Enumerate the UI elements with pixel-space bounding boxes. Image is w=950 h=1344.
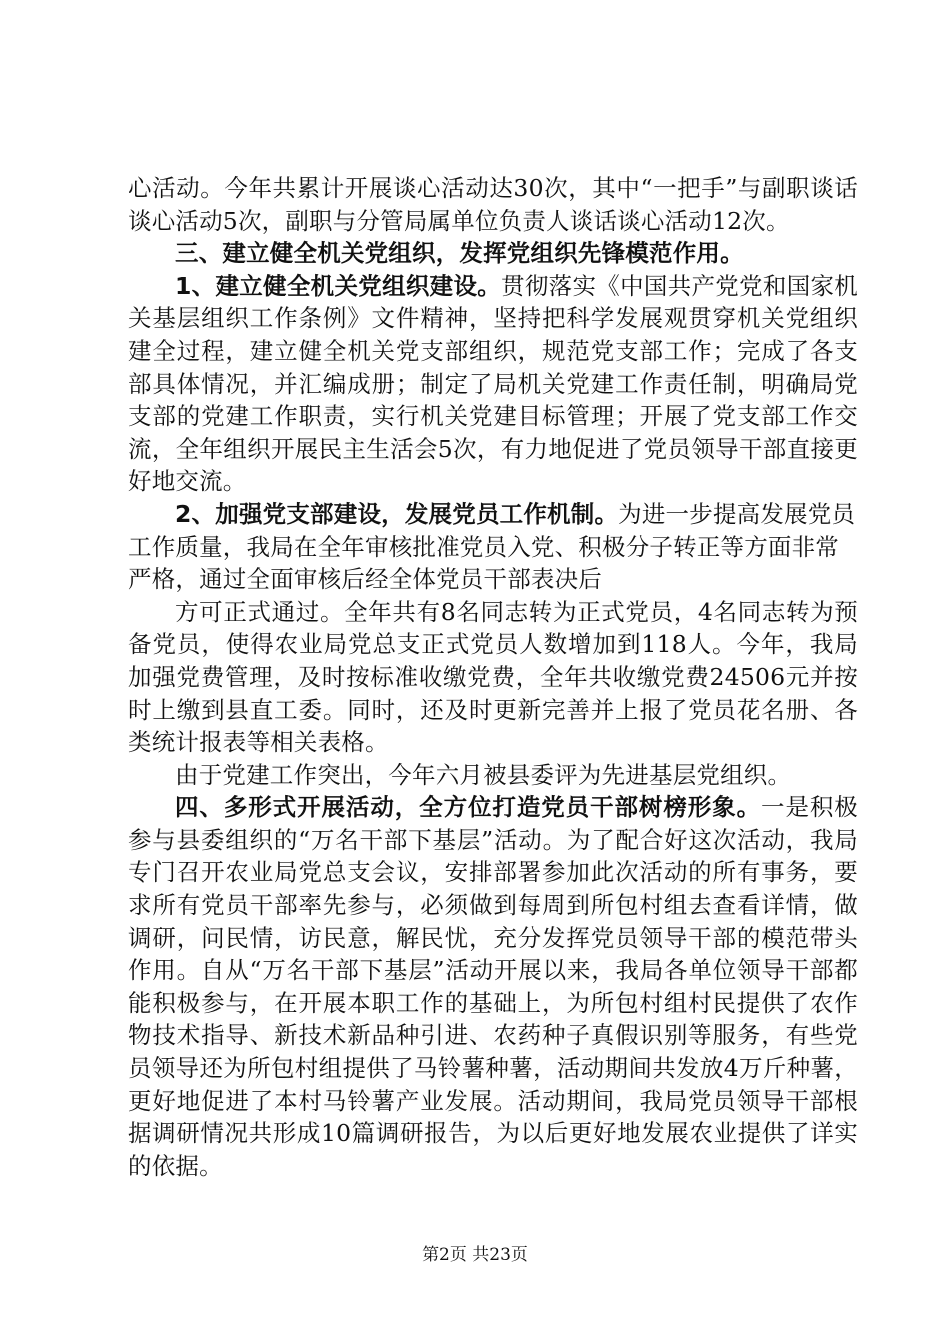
paragraph-continuation [128, 172, 858, 237]
section-heading-text: 四、多形式开展活动，全方位打造党员干部树榜形象。 [175, 793, 762, 822]
page-number-label: 第2页 共23页 [422, 1245, 528, 1265]
subsection-paragraph-2 [128, 498, 858, 596]
paragraph-text: 心活动。今年共累计开展谈心活动达30次，其中“一把手”与副职谈话谈心活动5次，副职与分管局属单位负责人谈话谈心活动12次。 [128, 174, 858, 235]
document-body [128, 172, 858, 1182]
paragraph-award [128, 759, 858, 792]
subsection-paragraph-1 [128, 270, 858, 498]
paragraph-text: 为进一步提高发展党员工作质量，我局在全年审核批准党员入党、积极分子转正等方面非常严格，通过全面审核后经全体党员干部表决后 [128, 499, 856, 594]
subsection-heading-text: 1、建立健全机关党组织建设。 [175, 271, 502, 300]
section-heading-three [128, 237, 858, 270]
section-heading-text: 三、建立健全机关党组织，发挥党组织先锋模范作用。 [175, 239, 744, 268]
paragraph-text: 一是积极参与县委组织的“万名干部下基层”活动。为了配合好这次活动，我局专门召开农业局党总支会议，安排部署参加此次活动的所有事务，要求所有党员干部率先参与，必须做到每周到所包村组去查看详情，做调研，问民情，访民意，解民忧，充分发挥党员领导干部的模范带头作用。自从“万名干部下基层”活动开展以来，我局各单位领导干部都能积极参与，在开展本职工作的基础上，为所包村组村民提供了农作物技术指导、新技术新品种引进、农药种子真假识别等服务，有些党员领导还为所包村组提供了马铃薯种薯，活动期间共发放4万斤种薯，更好地促进了本村马铃薯产业发展。活动期间，我局党员领导干部根据调研情况共形成10篇调研报告，为以后更好地发展农业提供了详实的依据。 [128, 793, 858, 1180]
paragraph-text: 方可正式通过。全年共有8名同志转为正式党员，4名同志转为预备党员，使得农业局党总支正式党员人数增加到118人。今年，我局加强党费管理，及时按标准收缴党费，全年共收缴党费24506元并按时上缴到县直工委。同时，还及时更新完善并上报了党员花名册、各类统计报表等相关表格。 [128, 597, 858, 757]
paragraph-text: 由于党建工作突出，今年六月被县委评为先进基层党组织。 [175, 760, 792, 789]
paragraph-party-members [128, 596, 858, 759]
paragraph-text: 贯彻落实《中国共产党党和国家机关基层组织工作条例》文件精神，坚持把科学发展观贯穿机关党组织建全过程，建立健全机关党支部组织，规范党支部工作；完成了各支部具体情况，并汇编成册；制定了局机关党建工作责任制，明确局党支部的党建工作职责，实行机关党建目标管理；开展了党支部工作交流，全年组织开展民主生活会5次，有力地促进了党员领导干部直接更好地交流。 [128, 271, 858, 496]
page-footer [0, 1244, 950, 1266]
subsection-heading-text: 2、加强党支部建设，发展党员工作机制。 [175, 499, 619, 528]
section-paragraph-four [128, 791, 858, 1182]
